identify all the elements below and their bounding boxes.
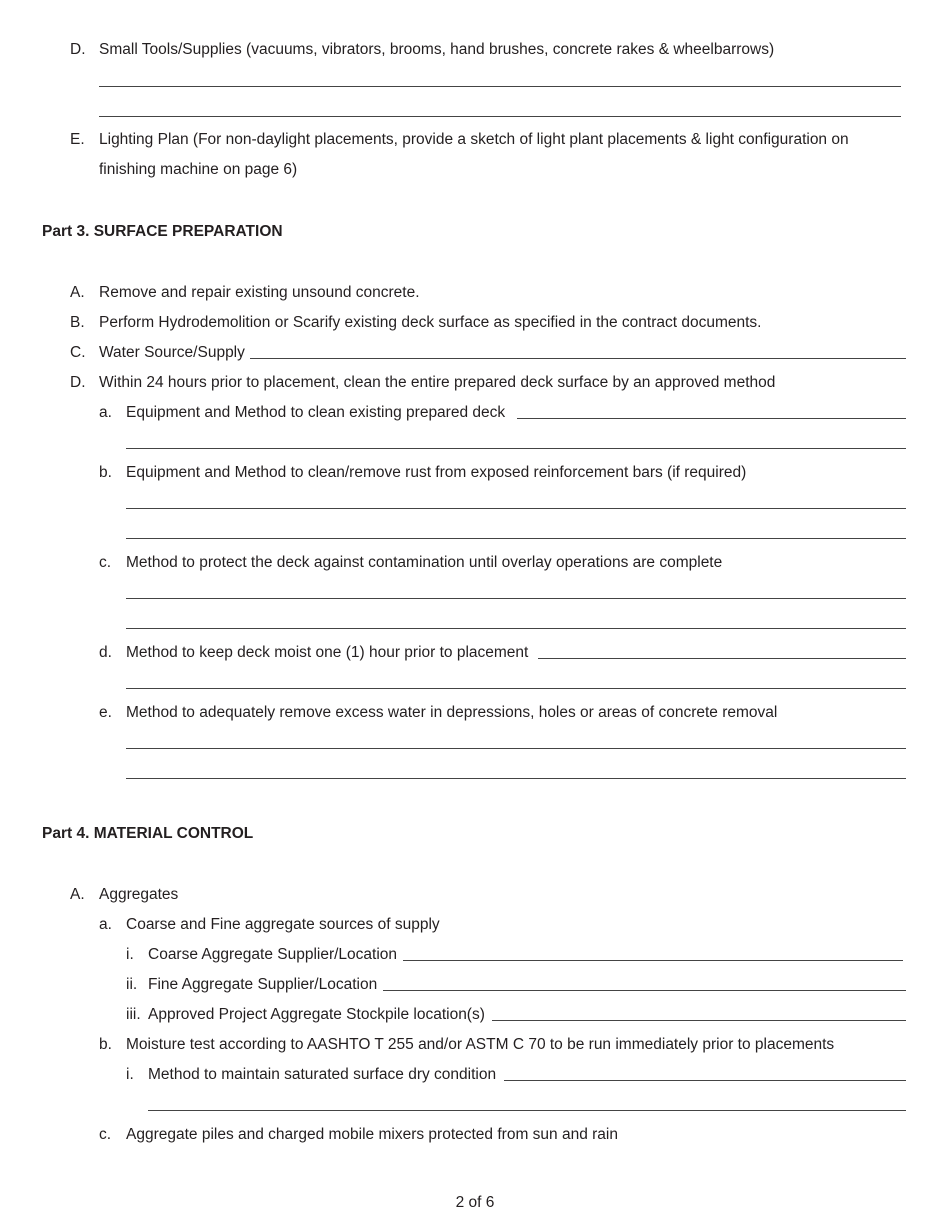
subitem-marker: b. <box>99 1036 112 1053</box>
subitem-text: Equipment and Method to clean/remove rust from exposed reinforcement bars (if required) <box>126 464 747 481</box>
roman-text: Fine Aggregate Supplier/Location <box>148 976 378 993</box>
fill-line[interactable] <box>126 448 906 449</box>
roman-marker: iii. <box>126 1006 141 1023</box>
item-marker: C. <box>70 344 86 361</box>
fill-line[interactable] <box>250 358 906 359</box>
item-text-continued: finishing machine on page 6) <box>99 161 298 178</box>
subitem-marker: c. <box>99 554 112 571</box>
roman-text: Approved Project Aggregate Stockpile location(s) <box>148 1006 485 1023</box>
fill-line[interactable] <box>126 598 906 599</box>
fill-line[interactable] <box>403 960 903 961</box>
roman-marker: i. <box>126 1066 134 1083</box>
roman-text: Coarse Aggregate Supplier/Location <box>148 946 398 963</box>
roman-text: Method to maintain saturated surface dry condition <box>148 1066 497 1083</box>
subitem-marker: d. <box>99 644 112 661</box>
subitem-marker: c. <box>99 1126 112 1143</box>
fill-line[interactable] <box>126 538 906 539</box>
subitem-text: Moisture test according to AASHTO T 255 and/or ASTM C 70 to be run immediately prior to placements <box>126 1036 835 1053</box>
subitem-marker: a. <box>99 404 112 421</box>
item-marker: A. <box>70 284 85 301</box>
page-number: 2 of 6 <box>455 1194 495 1211</box>
fill-line[interactable] <box>126 688 906 689</box>
item-marker: B. <box>70 314 85 331</box>
fill-line[interactable] <box>126 628 906 629</box>
item-text: Remove and repair existing unsound concrete. <box>99 284 420 301</box>
fill-line[interactable] <box>492 1020 906 1021</box>
fill-line[interactable] <box>383 990 906 991</box>
subitem-text: Method to adequately remove excess water in depressions, holes or areas of concrete removal <box>126 704 778 721</box>
item-text: Lighting Plan (For non-daylight placements, provide a sketch of light plant placements & light configuration on <box>99 131 849 148</box>
roman-marker: i. <box>126 946 134 963</box>
item-marker: A. <box>70 886 85 903</box>
item-marker: E. <box>70 131 85 148</box>
subitem-marker: b. <box>99 464 112 481</box>
fill-line[interactable] <box>148 1110 906 1111</box>
section-heading: Part 4. MATERIAL CONTROL <box>42 825 254 842</box>
subitem-marker: a. <box>99 916 112 933</box>
subitem-text: Method to protect the deck against contamination until overlay operations are complete <box>126 554 723 571</box>
item-text: Perform Hydrodemolition or Scarify existing deck surface as specified in the contract documents. <box>99 314 762 331</box>
fill-line[interactable] <box>504 1080 906 1081</box>
item-text: Small Tools/Supplies (vacuums, vibrators, brooms, hand brushes, concrete rakes & wheelbarrows) <box>99 41 775 58</box>
fill-line[interactable] <box>126 778 906 779</box>
section-heading: Part 3. SURFACE PREPARATION <box>42 223 283 240</box>
item-text: Within 24 hours prior to placement, clean the entire prepared deck surface by an approved method <box>99 374 776 391</box>
item-text: Aggregates <box>99 886 179 903</box>
item-marker: D. <box>70 41 86 58</box>
fill-line[interactable] <box>538 658 906 659</box>
fill-line[interactable] <box>126 748 906 749</box>
subitem-text: Aggregate piles and charged mobile mixers protected from sun and rain <box>126 1126 618 1143</box>
fill-line[interactable] <box>126 508 906 509</box>
subitem-marker: e. <box>99 704 112 721</box>
item-marker: D. <box>70 374 86 391</box>
subitem-text: Coarse and Fine aggregate sources of supply <box>126 916 440 933</box>
subitem-text: Equipment and Method to clean existing prepared deck <box>126 404 506 421</box>
roman-marker: ii. <box>126 976 138 993</box>
fill-line[interactable] <box>99 86 901 87</box>
subitem-text: Method to keep deck moist one (1) hour prior to placement <box>126 644 529 661</box>
fill-line[interactable] <box>517 418 906 419</box>
item-text: Water Source/Supply <box>99 344 245 361</box>
fill-line[interactable] <box>99 116 901 117</box>
